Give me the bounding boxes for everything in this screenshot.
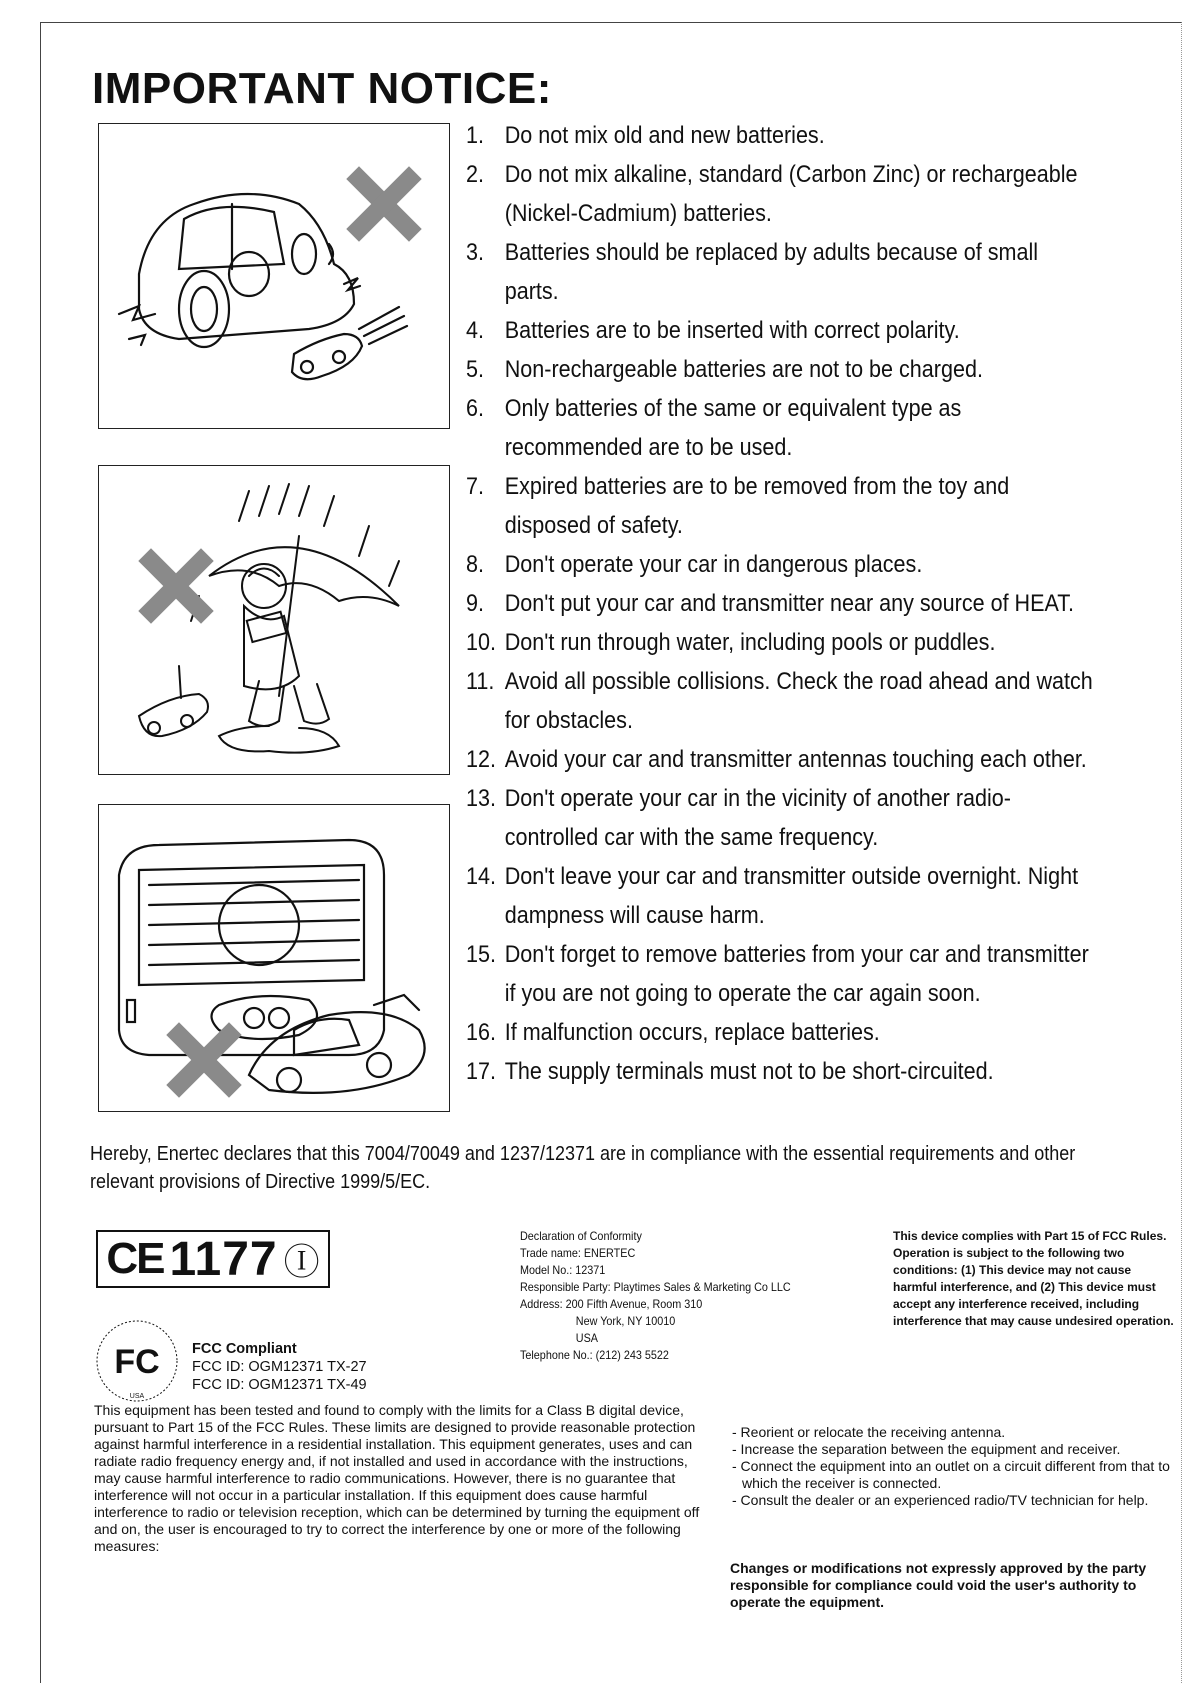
notice-text: Batteries are to be inserted with correct polarity. <box>504 317 960 344</box>
notice-text: Only batteries of the same or equivalent type as recommended are to be used. <box>504 395 962 461</box>
x-mark-icon <box>179 1035 229 1085</box>
crash-illustration <box>98 123 450 429</box>
notice-item <box>466 467 1095 545</box>
declaration-of-conformity <box>520 1228 862 1364</box>
notice-number: 16. <box>466 1019 496 1046</box>
ce-mark-icon: CE <box>106 1234 164 1283</box>
notice-item <box>466 233 1095 311</box>
notice-text: If malfunction occurs, replace batteries. <box>504 1019 880 1046</box>
part15-statement: This device complies with Part 15 of FCC Rules. Operation is subject to the following two conditions: (1) This device may not cause harmful interference, and (2) This device must accept any interference received, including interference that may cause undesired operation. <box>893 1229 1174 1328</box>
doc-party: Responsible Party: Playtimes Sales & Marketing Co LLC <box>520 1280 791 1294</box>
notice-text: Don't put your car and transmitter near any source of HEAT. <box>504 590 1075 617</box>
measure-item: - Reorient or relocate the receiving antenna. <box>732 1424 1006 1440</box>
notice-number: 14. <box>466 863 496 890</box>
measure-item: - Consult the dealer or an experienced radio/TV technician for help. <box>732 1492 1149 1508</box>
notice-item <box>466 350 1095 389</box>
page-title: IMPORTANT NOTICE: <box>92 64 552 113</box>
doc-trade-name: Trade name: ENERTEC <box>520 1246 636 1260</box>
notice-number: 9. <box>466 590 484 617</box>
car-crash-drawing <box>99 124 449 428</box>
notice-number: 7. <box>466 473 484 500</box>
fcc-logo-country: USA <box>129 1393 145 1400</box>
x-mark-icon <box>359 179 409 229</box>
notice-item <box>466 545 1095 584</box>
notice-item <box>466 662 1095 740</box>
notice-number: 13. <box>466 785 496 812</box>
notified-body-number: 1177 <box>169 1232 278 1286</box>
alert-sign-icon: Ⓘ <box>283 1240 320 1282</box>
notice-text: Do not mix alkaline, standard (Carbon Zinc) or rechargeable (Nickel-Cadmium) batteries. <box>504 161 1078 227</box>
measure-item: - Increase the separation between the equipment and receiver. <box>732 1441 1121 1457</box>
modifications-warning: Changes or modifications not expressly approved by the party responsible for compliance could void the user's authority to operate the equipment. <box>730 1560 1147 1610</box>
notice-number: 4. <box>466 317 484 344</box>
notice-text: Don't operate your car in the vicinity of another radio-controlled car with the same frequency. <box>504 785 1011 851</box>
x-mark-icon <box>151 561 201 611</box>
notice-item <box>466 1013 1095 1052</box>
fcc-id-tx49: FCC ID: OGM12371 TX-49 <box>192 1377 367 1393</box>
notice-item <box>466 857 1095 935</box>
notice-item <box>466 779 1095 857</box>
notice-text: Expired batteries are to be removed from the toy and disposed of safety. <box>504 473 1010 539</box>
notice-item <box>466 116 1095 155</box>
notice-list <box>466 116 1095 1091</box>
doc-city: New York, NY 10010 <box>575 1314 676 1328</box>
doc-model: Model No.: 12371 <box>520 1263 606 1277</box>
notice-text: Don't leave your car and transmitter outside overnight. Night dampness will cause harm. <box>504 863 1079 929</box>
notice-number: 3. <box>466 239 484 266</box>
notice-text: Do not mix old and new batteries. <box>504 122 825 149</box>
notice-text: Avoid your car and transmitter antennas touching each other. <box>504 746 1087 773</box>
notice-number: 12. <box>466 746 496 773</box>
notice-number: 6. <box>466 395 484 422</box>
notice-text: Don't run through water, including pools or puddles. <box>504 629 996 656</box>
notice-text: Don't operate your car in dangerous places. <box>504 551 923 578</box>
notice-item <box>466 155 1095 233</box>
doc-telephone: Telephone No.: (212) 243 5522 <box>520 1348 669 1362</box>
notice-number: 5. <box>466 356 484 383</box>
interference-measures <box>730 1424 1170 1509</box>
fcc-id-tx27: FCC ID: OGM12371 TX-27 <box>192 1359 367 1375</box>
notice-text: Don't forget to remove batteries from your car and transmitter if you are not going to operate the car again soon. <box>504 941 1089 1007</box>
fcc-statement: This equipment has been tested and found to comply with the limits for a Class B digital device, pursuant to Part 15 of the FCC Rules. These limits are designed to provide reasonable protection against harmful interference in a residential installation. This equipment generates, uses and can radiate radio frequency energy and, if not installed and used in accordance with the instructions, may cause harmful interference to radio communications. However, there is no guarantee that interference will not occur in a particular installation. If this equipment does cause harmful interference to radio or television reception, which can be determined by turning the equipment off and on, the user is encouraged to try to correct the interference by one or more of the following measures: <box>94 1402 700 1554</box>
notice-text: Non-rechargeable batteries are not to be charged. <box>504 356 983 383</box>
notice-item <box>466 584 1095 623</box>
heater-illustration <box>98 804 450 1112</box>
fcc-logo-mark: FC <box>114 1343 160 1381</box>
notice-text: Batteries should be replaced by adults because of small parts. <box>504 239 1039 305</box>
notice-item <box>466 1052 1095 1091</box>
rain-illustration <box>98 465 450 775</box>
notice-item <box>466 935 1095 1013</box>
notice-number: 8. <box>466 551 484 578</box>
doc-heading: Declaration of Conformity <box>520 1229 642 1243</box>
notice-item <box>466 740 1095 779</box>
fcc-compliant-label: FCC Compliant <box>192 1341 297 1357</box>
measure-item: - Connect the equipment into an outlet on a circuit different from that to which the receiver is connected. <box>732 1458 1170 1491</box>
notice-number: 15. <box>466 941 496 968</box>
notice-number: 10. <box>466 629 496 656</box>
ce-marking <box>96 1230 330 1288</box>
doc-country: USA <box>575 1331 599 1345</box>
fcc-ids <box>192 1340 367 1394</box>
doc-address: Address: 200 Fifth Avenue, Room 310 <box>520 1297 703 1311</box>
notice-number: 1. <box>466 122 484 149</box>
notice-item <box>466 389 1095 467</box>
notice-text: Avoid all possible collisions. Check the road ahead and watch for obstacles. <box>504 668 1093 734</box>
fcc-logo-icon <box>94 1318 180 1404</box>
conformity-declaration: Hereby, Enertec declares that this 7004/70049 and 1237/12371 are in compliance with the essential requirements and other relevant provisions of Directive 1999/5/EC. <box>90 1143 1076 1193</box>
notice-text: The supply terminals must not to be short-circuited. <box>504 1058 994 1085</box>
notice-number: 2. <box>466 161 484 188</box>
notice-number: 11. <box>466 668 495 695</box>
heater-drawing <box>99 805 449 1111</box>
notice-item <box>466 311 1095 350</box>
notice-number: 17. <box>466 1058 496 1085</box>
child-in-rain-drawing <box>99 466 449 774</box>
notice-item <box>466 623 1095 662</box>
